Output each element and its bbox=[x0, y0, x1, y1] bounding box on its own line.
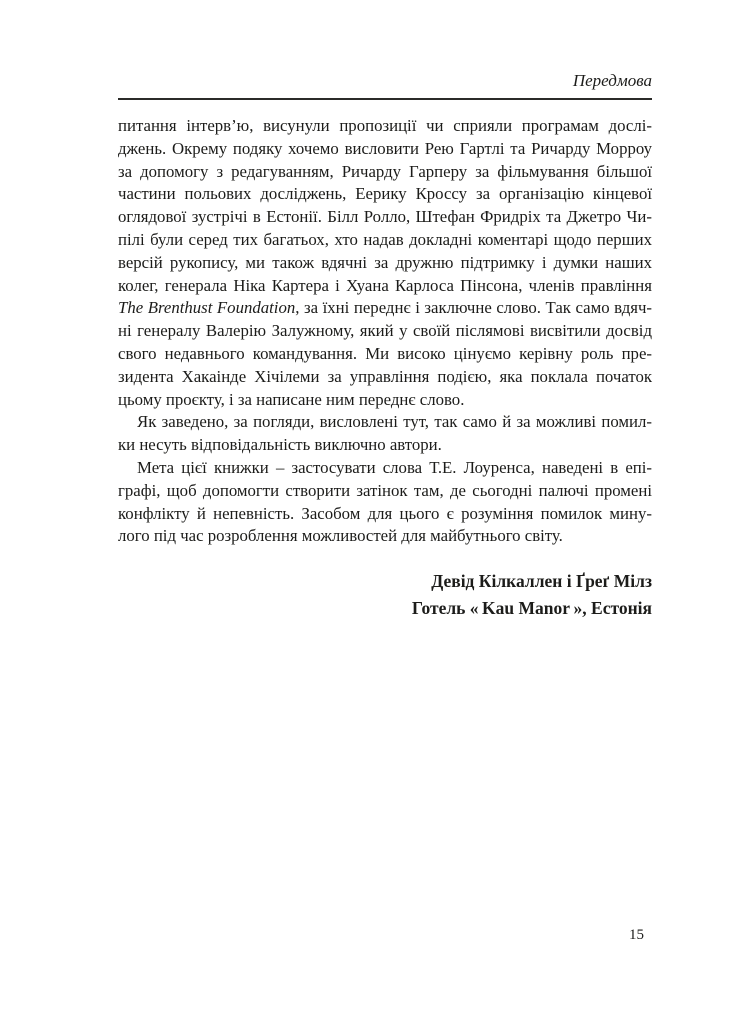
text-segment: графі, щоб допомогти створити затінок там, де сьогодні палючі промені bbox=[118, 480, 652, 500]
text-segment: питання інтерв’ю, висунули пропозиції чи сприяли програмам дослі- bbox=[118, 116, 652, 135]
text-line bbox=[118, 411, 652, 434]
text-segment: , за їхні переднє і заключне слово. Так само вдяч- bbox=[295, 298, 652, 318]
text-segment: джень. Окрему подяку хочемо висловити Рею Гартлі та Ричарду Морроу bbox=[118, 138, 652, 158]
signature-location-line: Готель « Kau Manor », Естонія bbox=[411, 597, 652, 618]
text-segment: частини польових досліджень, Еерику Кроссу за організацію кінцевої bbox=[118, 184, 652, 204]
page-body-text bbox=[118, 115, 652, 548]
text-line bbox=[118, 480, 652, 503]
text-segment: зидента Хакаінде Хічілеми за управління подією, яка поклала початок bbox=[118, 366, 652, 386]
text-segment: Мета цієї книжки – застосувати слова Т.Е. Лоуренса, наведені в епі- bbox=[137, 457, 652, 477]
text-segment: свого недавнього командування. Ми високо цінуємо керівну роль пре- bbox=[118, 343, 652, 363]
text-line bbox=[118, 115, 652, 138]
text-segment: цьому проєкту, і за написане ним переднє слово. bbox=[118, 389, 465, 409]
text-line bbox=[118, 252, 652, 275]
text-line bbox=[118, 457, 652, 480]
text-line bbox=[118, 434, 652, 457]
text-line bbox=[118, 161, 652, 184]
text-line bbox=[118, 183, 652, 206]
text-segment: ні генералу Валерію Залужному, який у своїй післямові висвітили досвід bbox=[118, 321, 652, 341]
text-line bbox=[118, 525, 652, 548]
signature-block bbox=[118, 568, 652, 621]
running-header: Передмова bbox=[572, 71, 652, 90]
text-line bbox=[118, 229, 652, 252]
text-line bbox=[118, 343, 652, 366]
text-segment: оглядової зустрічі в Естонії. Білл Ролло, Штефан Фридріх та Джетро Чи- bbox=[118, 207, 652, 227]
text-segment: лого під час розроблення можливостей для майбутнього світу. bbox=[118, 526, 563, 546]
text-segment: версій рукопису, ми також вдячні за дружню підтримку і думки наших bbox=[118, 252, 652, 272]
text-segment: колег, генерала Ніка Картера і Хуана Карлоса Пінсона, членів правління bbox=[118, 275, 652, 295]
text-segment: Як заведено, за погляди, висловлені тут, так само й за можливі помил- bbox=[137, 412, 652, 432]
text-segment: за допомогу з редагуванням, Ричарду Гарперу за фільмування більшої bbox=[118, 161, 652, 181]
text-line bbox=[118, 320, 652, 343]
text-line bbox=[118, 275, 652, 298]
text-line bbox=[118, 206, 652, 229]
signature-author-line: Девід Кілкаллен і Ґреґ Мілз bbox=[431, 571, 652, 591]
italic-text: The Brenthust Foundation bbox=[118, 298, 296, 318]
text-segment: конфлікту й непевність. Засобом для цього є розуміння помилок мину- bbox=[118, 503, 652, 523]
text-line bbox=[118, 503, 652, 526]
text-segment: ки несуть відповідальність виключно автори. bbox=[118, 435, 442, 455]
text-line bbox=[118, 297, 652, 320]
text-line bbox=[118, 138, 652, 161]
text-segment: пілі були серед тих багатьох, хто надав докладні коментарі щодо перших bbox=[118, 229, 652, 249]
header-rule-divider bbox=[118, 98, 652, 100]
text-line bbox=[118, 366, 652, 389]
text-line bbox=[118, 389, 652, 412]
page-number: 15 bbox=[629, 927, 644, 943]
